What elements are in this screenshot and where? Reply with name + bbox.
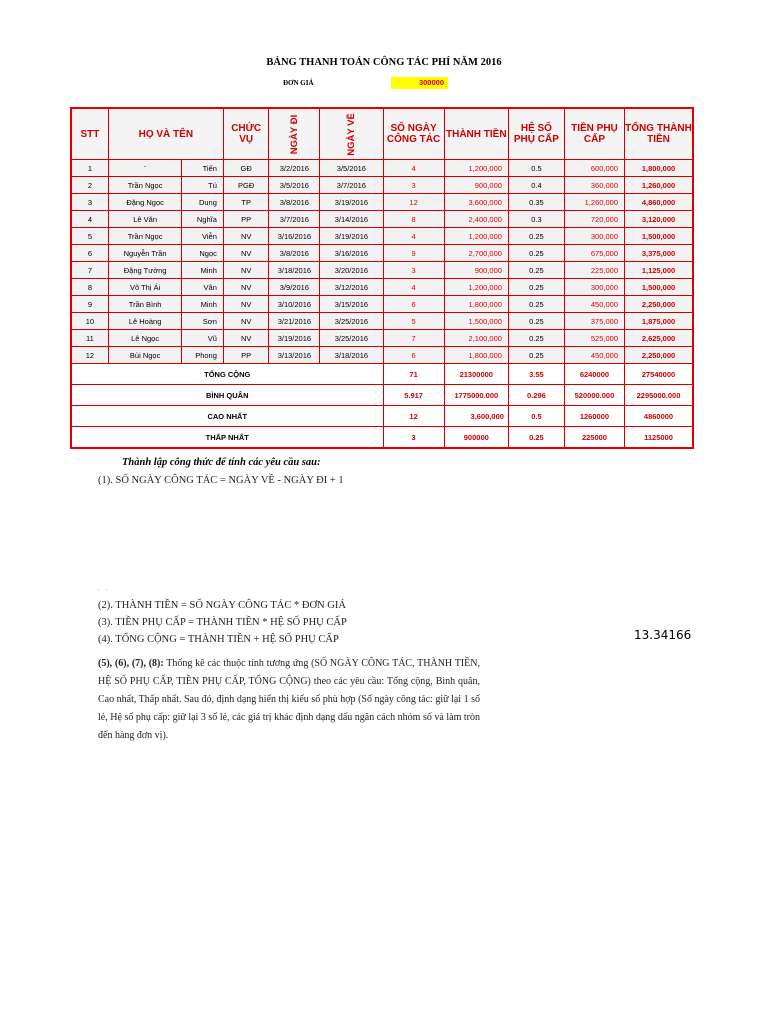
table-row (71, 228, 693, 245)
cell-tong-thanh-tien[interactable]: 1,500,000 (625, 228, 693, 245)
cell-thanh-tien[interactable]: 2,100,000 (444, 330, 508, 347)
cell-tong-thanh-tien[interactable]: 1,125,000 (625, 262, 693, 279)
col-header-tien-phu-cap[interactable]: TIỀN PHỤ CẤP (564, 108, 624, 160)
cell-thanh-tien[interactable]: 1,200,000 (444, 160, 508, 177)
cell-ten[interactable]: Sơn (182, 313, 223, 330)
summary-label[interactable]: BÌNH QUÂN (71, 385, 383, 406)
cell-thanh-tien[interactable]: 2,700,000 (444, 245, 508, 262)
cell-ho[interactable]: Trần Ngọc (108, 177, 182, 194)
cell-ngay-di[interactable]: 3/16/2016 (269, 228, 320, 245)
cell-chuc-vu[interactable]: PP (223, 211, 269, 228)
cell-chuc-vu[interactable]: GĐ (223, 160, 269, 177)
cell-stt[interactable]: 1 (71, 160, 108, 177)
cell-tien-phu-cap[interactable]: 225,000 (564, 262, 624, 279)
cell-thanh-tien[interactable]: 2,400,000 (444, 211, 508, 228)
cell-so-ngay[interactable]: 4 (383, 228, 444, 245)
cell-he-so[interactable]: 0.35 (508, 194, 564, 211)
cell-ngay-di[interactable]: 3/9/2016 (269, 279, 320, 296)
cell-tong-thanh-tien[interactable]: 1,800,000 (625, 160, 693, 177)
cell-ngay-di[interactable]: 3/7/2016 (269, 211, 320, 228)
page-title: BẢNG THANH TOÁN CÔNG TÁC PHÍ NĂM 2016 (266, 57, 502, 68)
col-header-ngay-ve[interactable] (320, 108, 383, 160)
cell-ngay-ve[interactable]: 3/14/2016 (320, 211, 383, 228)
cell-so-ngay[interactable]: 9 (383, 245, 444, 262)
header-row (71, 108, 693, 160)
cell-ngay-ve[interactable]: 3/16/2016 (320, 245, 383, 262)
table-row (71, 347, 693, 364)
cell-stt[interactable]: 4 (71, 211, 108, 228)
cell-stt[interactable]: 3 (71, 194, 108, 211)
cell-tong-thanh-tien[interactable]: 3,375,000 (625, 245, 693, 262)
summary-label[interactable]: THẤP NHẤT (71, 427, 383, 449)
para-bold: (5), (6), (7), (8): (98, 658, 164, 669)
cell-ho[interactable]: Bùi Ngọc (108, 347, 182, 364)
cell-ho[interactable]: Võ Thị Ái (108, 279, 182, 296)
cell-ngay-ve[interactable]: 3/19/2016 (320, 228, 383, 245)
summary-cell-so-ngay[interactable]: 5.917 (383, 385, 444, 406)
cell-chuc-vu[interactable]: NV (223, 228, 269, 245)
summary-cell-he-so[interactable]: 0.296 (508, 385, 564, 406)
cell-ngay-ve[interactable]: 3/15/2016 (320, 296, 383, 313)
cell-tong-thanh-tien[interactable]: 2,250,000 (625, 296, 693, 313)
summary-cell-he-so[interactable]: 0.25 (508, 427, 564, 449)
table-row (71, 313, 693, 330)
cell-so-ngay[interactable]: 12 (383, 194, 444, 211)
cell-he-so[interactable]: 0.25 (508, 313, 564, 330)
cell-ngay-ve[interactable]: 3/25/2016 (320, 313, 383, 330)
table-row (71, 177, 693, 194)
cell-thanh-tien[interactable]: 3,600,000 (444, 194, 508, 211)
cell-chuc-vu[interactable]: NV (223, 330, 269, 347)
cell-ngay-di[interactable]: 3/18/2016 (269, 262, 320, 279)
cell-so-ngay[interactable]: 3 (383, 262, 444, 279)
cell-ngay-di[interactable]: 3/8/2016 (269, 194, 320, 211)
don-gia-label: ĐƠN GIÁ (283, 79, 314, 87)
cell-he-so[interactable]: 0.25 (508, 330, 564, 347)
cell-he-so[interactable]: 0.3 (508, 211, 564, 228)
cell-he-so[interactable]: 0.25 (508, 279, 564, 296)
cell-ho[interactable]: Trần Ngọc (108, 228, 182, 245)
cell-chuc-vu[interactable]: NV (223, 245, 269, 262)
cell-tien-phu-cap[interactable]: 450,000 (564, 296, 624, 313)
cell-so-ngay[interactable]: 6 (383, 296, 444, 313)
formula-4: (4). TỔNG CỘNG = THÀNH TIỀN + HỆ SỐ PHỤ CẤP (98, 634, 339, 645)
cell-chuc-vu[interactable]: NV (223, 313, 269, 330)
cell-thanh-tien[interactable]: 1,200,000 (444, 279, 508, 296)
table-row (71, 262, 693, 279)
cell-so-ngay[interactable]: 4 (383, 279, 444, 296)
summary-cell-he-so[interactable]: 0.5 (508, 406, 564, 427)
cell-tong-thanh-tien[interactable]: 1,260,000 (625, 177, 693, 194)
table-row (71, 330, 693, 347)
cell-stt[interactable]: 12 (71, 347, 108, 364)
summary-cell-tong-thanh-tien[interactable]: 2295000.000 (625, 385, 693, 406)
table-row (71, 279, 693, 296)
cell-he-so[interactable]: 0.25 (508, 228, 564, 245)
summary-row (71, 364, 693, 385)
ngay-di-label: NGÀY ĐI (288, 114, 300, 154)
cell-stt[interactable]: 9 (71, 296, 108, 313)
summary-cell-so-ngay[interactable]: 12 (383, 406, 444, 427)
cell-ten[interactable]: Vũ (182, 330, 223, 347)
cell-stt[interactable]: 6 (71, 245, 108, 262)
summary-cell-thanh-tien[interactable]: 900000 (444, 427, 508, 449)
cell-chuc-vu[interactable]: NV (223, 296, 269, 313)
col-header-thanh-tien[interactable]: THÀNH TIỀN (444, 108, 508, 160)
cell-so-ngay[interactable]: 4 (383, 160, 444, 177)
col-header-tong-thanh-tien[interactable]: TỔNG THÀNH TIỀN (625, 108, 693, 160)
cell-ho[interactable]: Lê Hoàng (108, 313, 182, 330)
cell-tong-thanh-tien[interactable]: 2,250,000 (625, 347, 693, 364)
summary-cell-tien-phu-cap[interactable]: 520000.000 (564, 385, 624, 406)
cell-tien-phu-cap[interactable]: 300,000 (564, 228, 624, 245)
cell-thanh-tien[interactable]: 1,500,000 (444, 313, 508, 330)
cell-ngay-ve[interactable]: 3/12/2016 (320, 279, 383, 296)
cell-tien-phu-cap[interactable]: 525,000 (564, 330, 624, 347)
cell-ten[interactable]: Vân (182, 279, 223, 296)
cell-ngay-ve[interactable]: 3/18/2016 (320, 347, 383, 364)
instructions-heading: Thành lập công thức để tính các yêu cầu sau: (122, 457, 321, 468)
summary-label[interactable]: CAO NHẤT (71, 406, 383, 427)
cell-tien-phu-cap[interactable]: 360,000 (564, 177, 624, 194)
cell-ngay-di[interactable]: 3/19/2016 (269, 330, 320, 347)
table-row (71, 245, 693, 262)
summary-cell-thanh-tien[interactable]: 21300000 (444, 364, 508, 385)
table-row (71, 211, 693, 228)
cell-ngay-ve[interactable]: 3/19/2016 (320, 194, 383, 211)
cell-he-so[interactable]: 0.25 (508, 296, 564, 313)
table-row (71, 296, 693, 313)
col-header-stt[interactable]: STT (71, 108, 108, 160)
ngay-ve-label: NGÀY VỀ (345, 112, 357, 156)
cell-so-ngay[interactable]: 7 (383, 330, 444, 347)
cell-ten[interactable]: Minh (182, 262, 223, 279)
cell-stt[interactable]: 5 (71, 228, 108, 245)
cell-tien-phu-cap[interactable]: 1,260,000 (564, 194, 624, 211)
cell-ten[interactable]: Ngọc (182, 245, 223, 262)
cell-ten[interactable]: Phong (182, 347, 223, 364)
col-header-chuc-vu[interactable]: CHỨC VỤ (223, 108, 269, 160)
summary-cell-thanh-tien[interactable]: 1775000.000 (444, 385, 508, 406)
cell-tien-phu-cap[interactable]: 375,000 (564, 313, 624, 330)
cell-stt[interactable]: 11 (71, 330, 108, 347)
formula-1: (1). SỐ NGÀY CÔNG TÁC = NGÀY VỀ - NGÀY ĐI + 1 (98, 475, 344, 486)
cell-ngay-di[interactable]: 3/21/2016 (269, 313, 320, 330)
cell-he-so[interactable]: 0.25 (508, 245, 564, 262)
cell-thanh-tien[interactable]: 1,200,000 (444, 228, 508, 245)
col-header-ho-ten[interactable]: HỌ VÀ TÊN (108, 108, 223, 160)
cell-ten[interactable]: Viễn (182, 228, 223, 245)
cell-tien-phu-cap[interactable]: 300,000 (564, 279, 624, 296)
col-header-he-so[interactable]: HỆ SỐ PHỤ CẤP (508, 108, 564, 160)
summary-cell-so-ngay[interactable]: 3 (383, 427, 444, 449)
cell-he-so[interactable]: 0.25 (508, 262, 564, 279)
cell-thanh-tien[interactable]: 900,000 (444, 262, 508, 279)
table-row (71, 194, 693, 211)
cell-ho[interactable]: Lê Ngọc (108, 330, 182, 347)
cell-tong-thanh-tien[interactable]: 3,120,000 (625, 211, 693, 228)
cell-so-ngay[interactable]: 6 (383, 347, 444, 364)
para-text: Thống kê các thuộc tính tương ứng (SỐ NGÀY CÔNG TÁC, THÀNH TIỀN, HỆ SỐ PHỤ CẤP, TIỀN PHỤ CẤP, TỔNG CỘNG) theo các yêu cầu: Tổng cộng, Bình quân, Cao nhất, Thấp nhất. Sau đó, định dạng hiển thị kiểu số phù hợp (Số ngày công tác: giữ lại 1 số lẻ, Hệ số phụ cấp: giữ lại 3 số lẻ, các giá trị khác định dạng dấu ngăn cách nhóm số và làm tròn đến hàng đơn vị). (98, 658, 480, 741)
cell-tien-phu-cap[interactable]: 600,000 (564, 160, 624, 177)
summary-cell-he-so[interactable]: 3.55 (508, 364, 564, 385)
cell-stt[interactable]: 10 (71, 313, 108, 330)
cell-so-ngay[interactable]: 8 (383, 211, 444, 228)
cell-chuc-vu[interactable]: TP (223, 194, 269, 211)
cell-tong-thanh-tien[interactable]: 1,875,000 (625, 313, 693, 330)
cell-ngay-di[interactable]: 3/5/2016 (269, 177, 320, 194)
formula-3: (3). TIỀN PHỤ CẤP = THÀNH TIỀN * HỆ SỐ PHỤ CẤP (98, 617, 347, 628)
cell-thanh-tien[interactable]: 1,800,000 (444, 296, 508, 313)
cell-ten[interactable]: Nghĩa (182, 211, 223, 228)
payment-table (70, 107, 694, 449)
cell-ho[interactable]: Trần Bình (108, 296, 182, 313)
summary-row (71, 406, 693, 427)
summary-cell-tong-thanh-tien[interactable]: 4860000 (625, 406, 693, 427)
summary-cell-tien-phu-cap[interactable]: 6240000 (564, 364, 624, 385)
cell-stt[interactable]: 2 (71, 177, 108, 194)
cell-chuc-vu[interactable]: PGĐ (223, 177, 269, 194)
summary-cell-tong-thanh-tien[interactable]: 27540000 (625, 364, 693, 385)
cell-ten[interactable]: Tiến (182, 160, 223, 177)
cell-he-so[interactable]: 0.25 (508, 347, 564, 364)
cell-ten[interactable]: Dung (182, 194, 223, 211)
cell-tong-thanh-tien[interactable]: 2,625,000 (625, 330, 693, 347)
col-header-so-ngay[interactable]: SỐ NGÀY CÔNG TÁC (383, 108, 444, 160)
summary-rows (71, 364, 693, 449)
cell-ten[interactable]: Tú (182, 177, 223, 194)
cell-ngay-di[interactable]: 3/2/2016 (269, 160, 320, 177)
cell-he-so[interactable]: 0.5 (508, 160, 564, 177)
summary-label[interactable]: TỔNG CỘNG (71, 364, 383, 385)
cell-he-so[interactable]: 0.4 (508, 177, 564, 194)
cell-so-ngay[interactable]: 3 (383, 177, 444, 194)
cell-ngay-di[interactable]: 3/13/2016 (269, 347, 320, 364)
dots-mark: . . (98, 586, 110, 592)
cell-ho[interactable]: Nguyễn Trần (108, 245, 182, 262)
don-gia-value-cell[interactable]: 300000 (391, 77, 448, 89)
cell-tien-phu-cap[interactable]: 450,000 (564, 347, 624, 364)
cell-ho[interactable]: ¨ (108, 160, 182, 177)
cell-so-ngay[interactable]: 5 (383, 313, 444, 330)
summary-cell-tien-phu-cap[interactable]: 1260000 (564, 406, 624, 427)
summary-cell-tien-phu-cap[interactable]: 225000 (564, 427, 624, 449)
side-value-cell[interactable]: 13.34166 (634, 628, 692, 642)
cell-ngay-ve[interactable]: 3/7/2016 (320, 177, 383, 194)
cell-tien-phu-cap[interactable]: 675,000 (564, 245, 624, 262)
summary-cell-so-ngay[interactable]: 71 (383, 364, 444, 385)
data-rows (71, 160, 693, 364)
cell-ngay-ve[interactable]: 3/5/2016 (320, 160, 383, 177)
cell-ngay-di[interactable]: 3/10/2016 (269, 296, 320, 313)
cell-chuc-vu[interactable]: PP (223, 347, 269, 364)
cell-thanh-tien[interactable]: 900,000 (444, 177, 508, 194)
cell-tien-phu-cap[interactable]: 720,000 (564, 211, 624, 228)
cell-ten[interactable]: Minh (182, 296, 223, 313)
formula-2: (2). THÀNH TIỀN = SỐ NGÀY CÔNG TÁC * ĐƠN GIÁ (98, 600, 346, 611)
cell-chuc-vu[interactable]: NV (223, 262, 269, 279)
cell-ho[interactable]: Đặng Ngọc (108, 194, 182, 211)
table-row (71, 160, 693, 177)
summary-row (71, 385, 693, 406)
cell-tong-thanh-tien[interactable]: 1,500,000 (625, 279, 693, 296)
cell-ho[interactable]: Đặng Tường (108, 262, 182, 279)
col-header-ngay-di[interactable] (269, 108, 320, 160)
cell-ngay-ve[interactable]: 3/25/2016 (320, 330, 383, 347)
cell-ngay-di[interactable]: 3/8/2016 (269, 245, 320, 262)
instructions-paragraph (98, 655, 480, 745)
summary-cell-tong-thanh-tien[interactable]: 1125000 (625, 427, 693, 449)
cell-chuc-vu[interactable]: NV (223, 279, 269, 296)
cell-thanh-tien[interactable]: 1,800,000 (444, 347, 508, 364)
summary-cell-thanh-tien[interactable]: 3,600,000 (444, 406, 508, 427)
cell-stt[interactable]: 8 (71, 279, 108, 296)
cell-stt[interactable]: 7 (71, 262, 108, 279)
cell-ho[interactable]: Lê Văn (108, 211, 182, 228)
summary-row (71, 427, 693, 449)
cell-tong-thanh-tien[interactable]: 4,860,000 (625, 194, 693, 211)
cell-ngay-ve[interactable]: 3/20/2016 (320, 262, 383, 279)
